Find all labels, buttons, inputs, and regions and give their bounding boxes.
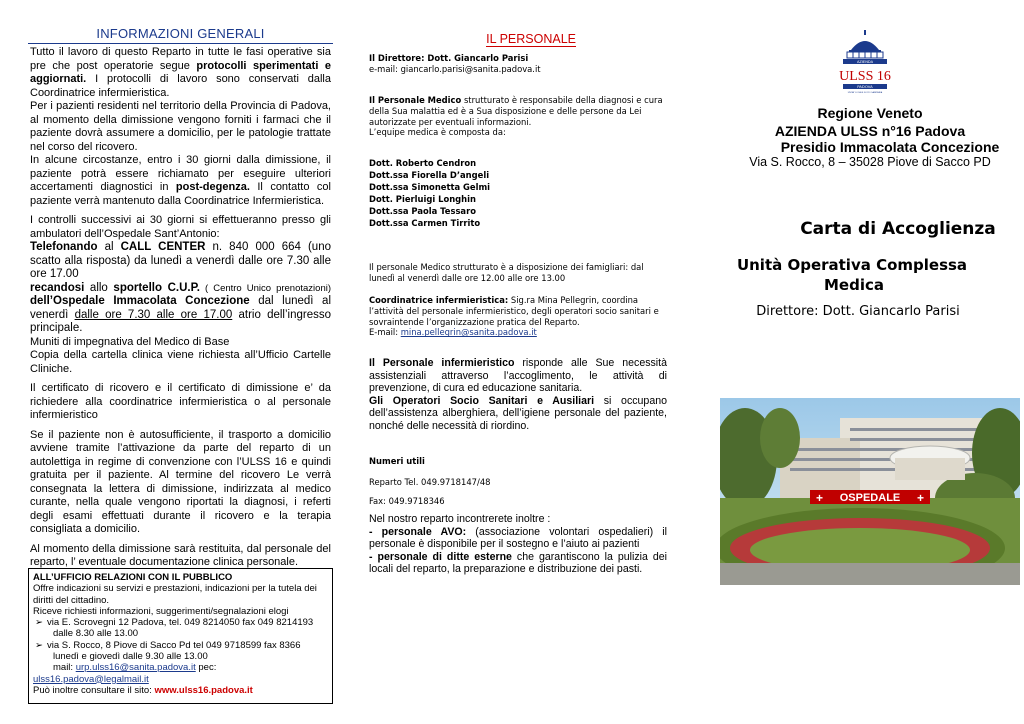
urp-site-line: Può inoltre consultare il sito: www.ulss16.padova.it bbox=[33, 684, 253, 696]
doctor-item: Dott.ssa Carmen Tirrito bbox=[369, 217, 481, 228]
paragraph-impegnativa: Muniti di impegnativa del Medico di Base bbox=[30, 335, 230, 348]
urp-mail-link[interactable]: urp.ulss16@sanita.padova.it bbox=[75, 662, 196, 674]
ospedale-sign-text: OSPEDALE bbox=[839, 492, 901, 504]
doctor-item: Dott.ssa Fiorella D’angeli bbox=[369, 169, 490, 180]
urp-mail-line: mail: urp.ulss16@sanita.padova.it pec: bbox=[53, 662, 217, 674]
urp-pec-link[interactable]: ulss16.padova@legalmail.it bbox=[33, 673, 149, 685]
director-name: Il Direttore: Dott. Giancarlo Parisi bbox=[369, 53, 529, 63]
logo-padova-text: PADOVA bbox=[857, 84, 873, 89]
paragraph-cup: recandosi allo sportello C.U.P. ( Centro Unico prenotazioni) dell’Ospedale Immacolata Concezione dal lunedì al venerdì dalle ore 7.30 alle ore 17.00 atrio dell’ingresso principale. bbox=[30, 281, 332, 334]
logo-ulss-text: ULSS 16 bbox=[839, 69, 891, 84]
paragraph-controls: I controlli successivi ai 30 giorni si effettueranno presso gli ambulatori dell’Ospedale Sant’Antonio: bbox=[30, 214, 331, 240]
logo-azienda-text: AZIENDA bbox=[856, 60, 874, 64]
paragraph-call-center: Telefonando al CALL CENTER n. 840 000 664 (uno scatto alla risposta) da lunedì a venerdì dalle ore 7.30 alle ore 17.00 bbox=[30, 241, 331, 280]
ditte-item: - personale di ditte esterne che garantiscono la pulizia dei locali del reparto, la preparazione e distribuzione dei pasti. bbox=[369, 550, 667, 576]
presidio-heading: Presidio Immacolata Concezione bbox=[780, 139, 1000, 155]
carta-title: Carta di Accoglienza bbox=[800, 219, 996, 239]
arrow-bullet-icon: ➢ bbox=[35, 639, 43, 651]
azienda-heading: AZIENDA ULSS n°16 Padova bbox=[774, 123, 966, 139]
avo-item: - personale AVO: (associazione volontari ospedalieri) il personale è disponibile per il sostegno e l’aiuto ai pazienti bbox=[369, 525, 667, 551]
cross-icon: + bbox=[816, 491, 824, 505]
urp-title: ALL’UFFICIO RELAZIONI CON IL PUBBLICO bbox=[33, 572, 233, 583]
doctor-item: Dott.ssa Simonetta Gelmi bbox=[369, 181, 491, 192]
reparto-fax: Fax: 049.9718346 bbox=[369, 496, 445, 506]
infermieri-block: Il Personale infermieristico risponde alle Sue necessità assistenziali attraverso l’accoglimento, le attività di prevenzione, di cura ed educazione sanitaria. Gli Operatori Socio Sanitari e Ausiliari si occupano dell’assistenza alberghiera, dell’igiene personale del paziente, nonché delle necessità di riordino. bbox=[369, 357, 667, 432]
urp-hours-piove: lunedì e giovedì dalle 9.30 alle 13.00 bbox=[53, 651, 208, 663]
coordinatrice-block: Coordinatrice infermieristica: Sig.ra Mina Pellegrin, coordina l’attività del personale infermieristico, degli operatori socio sanitari e sovraintende l’organizzazione pratica del Reparto. E-mail: mina.pellegrin@sanita.padova.it bbox=[369, 295, 659, 338]
general-info-title: INFORMAZIONI GENERALI bbox=[28, 26, 333, 44]
urp-line-1: Offre indicazioni su servizi e prestazioni, indicazioni per la tutela dei diritti del cittadino. bbox=[33, 583, 317, 606]
paragraph-cartella: Copia della cartella clinica viene richiesta all’Ufficio Cartelle Cliniche. bbox=[30, 349, 331, 375]
urp-office-padova: ➢ via E. Scrovegni 12 Padova, tel. 049 8214050 fax 049 8214193 bbox=[35, 617, 314, 629]
director-mail: e-mail: giancarlo.parisi@sanita.padova.it bbox=[369, 63, 541, 74]
urp-line-2: Riceve richiesti informazioni, suggerimenti/segnalazioni elogi bbox=[33, 605, 289, 617]
doctors-list bbox=[369, 158, 667, 229]
availability-text: Il personale Medico strutturato è a disposizione dei famigliari: dal lunedì al venerdì dalle ore 12.00 alle ore 13.00 bbox=[369, 262, 644, 283]
arrow-bullet-icon: ➢ bbox=[35, 617, 43, 629]
doctor-item: Dott. Pierluigi Longhin bbox=[369, 193, 476, 204]
reparto-tel: Reparto Tel. 049.9718147/48 bbox=[369, 477, 491, 487]
urp-box bbox=[28, 568, 333, 704]
incontrerete-block: Nel nostro reparto incontrerete inoltre : - personale AVO: (associazione volontari ospedalieri) il personale è disponibile per il sostegno e l’aiuto ai pazienti - personale di ditte esterne che garantiscono la pulizia dei locali del reparto, la preparazione e distribuzione dei pasti. bbox=[369, 513, 667, 576]
urp-office-piove: ➢ via S. Rocco, 8 Piove di Sacco Pd tel 049 9718599 fax 8366 bbox=[35, 639, 301, 651]
address-line: Via S. Rocco, 8 – 35028 Piove di Sacco PD bbox=[749, 155, 991, 169]
hospital-photo bbox=[720, 398, 1020, 585]
paragraph-certificato: Il certificato di ricovero e il certificato di dimissione e’ da richiedere alla coordinatrice infermieristica o al personale infermieristico bbox=[30, 382, 331, 421]
director-block bbox=[369, 53, 667, 75]
cross-icon: + bbox=[917, 491, 925, 505]
urp-site-link[interactable]: www.ulss16.padova.it bbox=[154, 684, 253, 696]
general-info-text bbox=[30, 46, 331, 576]
paragraph-protocols: Tutto il lavoro di questo Reparto in tutte le fasi operative sia pre che post operatorie segue protocolli sperimentati e aggiornati. I protocolli di lavoro sono conservati dalla Coordinatrice infermieristica. bbox=[30, 46, 331, 99]
coordinatrice-mail-link[interactable]: mina.pellegrin@sanita.padova.it bbox=[400, 327, 537, 338]
unita-title-2: Medica bbox=[824, 276, 884, 294]
doctor-item: Dott. Roberto Cendron bbox=[369, 158, 477, 168]
ulss16-logo bbox=[839, 30, 891, 102]
direttore-line: Direttore: Dott. Giancarlo Parisi bbox=[756, 304, 960, 319]
paragraph-trasporto: Se il paziente non è autosufficiente, il trasporto a domicilio avviene tramite l’attivazione da parte del reparto di un autolettiga in regime di convenzione con l’ULSS 16 e quindi gratuita per il paziente. Al termine del ricovero Le verrà consegnata la lettera di dimissione, indirizzata al medico curante, nella quale vengono riportati la diagnosi, i referti degli esami effettuati durante il ricovero e la terapia consigliata a domicilio. bbox=[30, 428, 331, 535]
paragraph-post-degenza: In alcune circostanze, entro i 30 giorni dalla dimissione, il paziente potrà essere richiamato per eseguire ulteriori accertamenti diagnostici in post-degenza. Il contatto col paziente verrà mantenuto dalla Coordinatrice Infermieristica. bbox=[30, 154, 331, 207]
unita-title-1: Unità Operativa Complessa bbox=[736, 256, 968, 274]
personale-title: IL PERSONALE bbox=[486, 32, 576, 46]
numeri-utili-title: Numeri utili bbox=[369, 456, 425, 466]
regione-heading: Regione Veneto bbox=[817, 105, 923, 121]
paragraph-documentazione: Al momento della dimissione sarà restituita, dal personale del reparto, l’ eventuale documentazione clinica personale. bbox=[30, 542, 331, 568]
urp-hours-padova: dalle 8.30 alle 13.00 bbox=[53, 628, 139, 640]
medico-block: Il Personale Medico strutturato è responsabile della diagnosi e cura della Sua malattia ed è a Sua disposizione e delle persone da Lei autorizzate per eventuali informazioni. L’equipe medica è composta da: bbox=[369, 95, 663, 138]
urp-pec-line bbox=[33, 674, 328, 685]
paragraph-medicines: Per i pazienti residenti nel territorio della Provincia di Padova, al momento della dimissione vengono forniti i farmaci che il paziente dovrà assumere a domicilio, per le patologie trattate nel corso del ricovero. bbox=[30, 100, 331, 153]
logo-small-text: UNITA' LOCALE SOCIO SANITARIA bbox=[847, 92, 883, 94]
doctor-item: Dott.ssa Paola Tessaro bbox=[369, 205, 476, 216]
